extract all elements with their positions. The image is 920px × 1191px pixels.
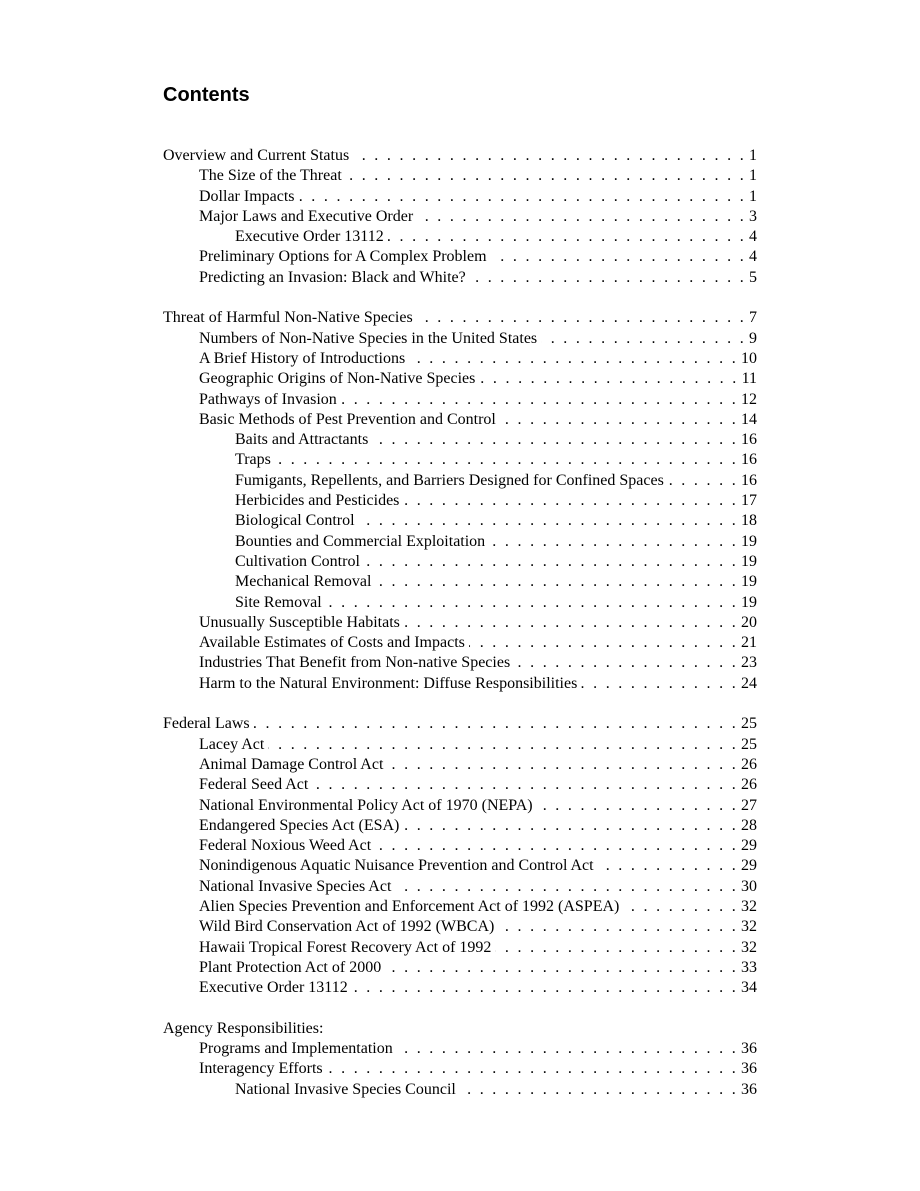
toc-entry[interactable] (163, 349, 757, 369)
toc-entry-title: Preliminary Options for A Complex Problem (199, 248, 487, 266)
dot-leader (417, 308, 746, 328)
toc-entry[interactable] (163, 938, 757, 958)
toc-entry-title: Dollar Impacts (199, 187, 295, 205)
toc-entry-title: Predicting an Invasion: Black and White? (199, 268, 466, 286)
toc-entry[interactable] (163, 532, 757, 552)
dot-leader (353, 146, 746, 166)
toc-entry[interactable] (163, 633, 757, 653)
toc-entry-page-number: 16 (741, 451, 757, 469)
toc-entry[interactable] (163, 735, 757, 755)
toc-entry[interactable] (163, 1080, 757, 1100)
toc-entry[interactable] (163, 958, 757, 978)
toc-entry-title: Programs and Implementation (199, 1040, 393, 1058)
toc-entry[interactable] (163, 247, 757, 267)
dot-leader (275, 450, 738, 470)
toc-entry[interactable] (163, 369, 757, 389)
toc-entry-page-number: 16 (741, 431, 757, 449)
toc-entry-page-number: 4 (749, 248, 757, 266)
toc-entry[interactable] (163, 877, 757, 897)
toc-entry-title: Federal Seed Act (199, 776, 309, 794)
toc-entry[interactable] (163, 775, 757, 795)
toc-entry-page-number: 29 (741, 837, 757, 855)
toc-entry-title: Agency Responsibilities: (163, 1019, 324, 1037)
toc-entry-page-number: 21 (741, 634, 757, 652)
toc-section (163, 714, 757, 998)
toc-entry-page-number: 32 (741, 918, 757, 936)
toc-section (163, 308, 757, 694)
toc-entry[interactable] (163, 1039, 757, 1059)
toc-entry[interactable] (163, 552, 757, 572)
toc-entry[interactable] (163, 491, 757, 511)
dot-leader (623, 897, 738, 917)
toc-entry-page-number: 19 (741, 552, 757, 570)
dot-leader (514, 653, 738, 673)
toc-entry[interactable] (163, 390, 757, 410)
dot-leader (495, 938, 738, 958)
dot-leader (327, 1059, 738, 1079)
toc-entry[interactable] (163, 613, 757, 633)
toc-entry-title: Alien Species Prevention and Enforcement Act of 1992 (ASPEA) (199, 897, 620, 915)
toc-entry-page-number: 1 (749, 147, 757, 164)
toc-entry[interactable] (163, 653, 757, 673)
toc-entry-title: Nonindigenous Aquatic Nuisance Prevention and Control Act (199, 857, 594, 875)
toc-entry[interactable] (163, 146, 757, 166)
toc-entry[interactable] (163, 1059, 757, 1079)
toc-entry[interactable] (163, 674, 757, 694)
toc-entry-title: Threat of Harmful Non-Native Species (163, 309, 413, 327)
dot-leader (479, 369, 738, 389)
dot-leader (375, 836, 738, 856)
toc-entry-title: Geographic Origins of Non-Native Species (199, 370, 476, 388)
toc-entry[interactable] (163, 572, 757, 592)
toc-entry-page-number: 27 (741, 796, 757, 814)
toc-entry-page-number: 23 (741, 654, 757, 672)
toc-entry-page-number: 12 (741, 390, 757, 408)
toc-entry-page-number: 19 (741, 573, 757, 591)
dot-leader (341, 390, 738, 410)
toc-entry-page-number: 11 (741, 370, 757, 388)
toc-entry-page-number: 9 (749, 329, 757, 347)
toc-entry[interactable] (163, 856, 757, 876)
toc-entry-title: Executive Order 13112 (199, 979, 348, 997)
toc-entry[interactable] (163, 308, 757, 328)
dot-leader (403, 816, 738, 836)
toc-entry-title: Available Estimates of Costs and Impacts (199, 634, 465, 652)
dot-leader (537, 796, 738, 816)
dot-leader (364, 552, 738, 572)
toc-entry-title: Harm to the Natural Environment: Diffuse Responsibilities (199, 674, 578, 692)
toc-entry[interactable] (163, 268, 757, 288)
dot-leader (668, 471, 738, 491)
toc-entry-page-number: 19 (741, 532, 757, 550)
dot-leader (385, 958, 738, 978)
toc-entry-title: A Brief History of Introductions (199, 349, 406, 367)
toc-entry-title: Wild Bird Conservation Act of 1992 (WBCA) (199, 918, 495, 936)
dot-leader (470, 268, 746, 288)
dot-leader (403, 491, 738, 511)
toc-entry-page-number: 17 (741, 492, 757, 510)
toc-entry[interactable] (163, 897, 757, 917)
dot-leader (359, 511, 738, 531)
dot-leader (598, 856, 738, 876)
dot-leader (417, 207, 746, 227)
toc-entry-title: Unusually Susceptible Habitats (199, 613, 400, 631)
toc-entry[interactable] (163, 755, 757, 775)
toc-entry-page-number: 16 (741, 471, 757, 489)
toc-entry-title: National Invasive Species Council (235, 1080, 456, 1098)
toc-entry-title: Biological Control (235, 512, 355, 530)
toc-entry-title: Federal Laws (163, 715, 250, 733)
toc-entry-page-number: 7 (749, 309, 757, 327)
toc-entry-title: Site Removal (235, 593, 322, 611)
toc-entry[interactable] (163, 187, 757, 207)
toc-entry-page-number: 5 (749, 268, 757, 286)
dot-leader (498, 917, 738, 937)
toc-entry[interactable] (163, 450, 757, 470)
dot-leader (375, 572, 738, 592)
toc-entry[interactable] (163, 714, 757, 734)
toc-entry-page-number: 29 (741, 857, 757, 875)
toc-entry[interactable] (163, 836, 757, 856)
toc-entry-title: Major Laws and Executive Order (199, 207, 414, 225)
toc-entry-page-number: 26 (741, 755, 757, 773)
dot-leader (397, 1039, 738, 1059)
toc-entry-page-number: 36 (741, 1040, 757, 1058)
toc-entry-page-number: 36 (741, 1080, 757, 1098)
dot-leader (387, 755, 738, 775)
toc-entry-title: Cultivation Control (235, 552, 360, 570)
toc-entry-title: The Size of the Threat (199, 167, 342, 185)
dot-leader (409, 349, 738, 369)
toc-entry[interactable] (163, 796, 757, 816)
toc-entry-title: Lacey Act (199, 735, 265, 753)
toc-entry-page-number: 18 (741, 512, 757, 530)
dot-leader (326, 593, 738, 613)
dot-leader (268, 735, 738, 755)
toc-entry-page-number: 26 (741, 776, 757, 794)
toc-entry-page-number: 33 (741, 958, 757, 976)
toc-entry-page-number: 25 (741, 715, 757, 733)
toc-entry-title: Plant Protection Act of 2000 (199, 958, 382, 976)
toc-entry-title: Animal Damage Control Act (199, 755, 384, 773)
dot-leader (581, 674, 738, 694)
toc-entry-page-number: 4 (749, 228, 757, 246)
toc-entry[interactable] (163, 227, 757, 247)
toc-entry-page-number: 32 (741, 897, 757, 915)
toc-entry[interactable] (163, 816, 757, 836)
toc-entry-title: Traps (235, 451, 271, 469)
toc-section (163, 146, 757, 288)
dot-leader (395, 877, 738, 897)
toc-entry[interactable] (163, 166, 757, 186)
toc-entry[interactable] (163, 1019, 757, 1039)
dot-leader (489, 532, 738, 552)
dot-leader (460, 1080, 738, 1100)
toc-entry-title: Numbers of Non-Native Species in the United States (199, 329, 538, 347)
toc-entry-page-number: 1 (749, 167, 757, 185)
toc-entry-title: Herbicides and Pesticides (235, 492, 400, 510)
toc-entry-page-number: 10 (741, 349, 757, 367)
toc-entry-title: Endangered Species Act (ESA) (199, 816, 400, 834)
toc-entry-title: Fumigants, Repellents, and Barriers Designed for Confined Spaces (235, 471, 664, 489)
toc-entry[interactable] (163, 917, 757, 937)
toc-entry-title: Federal Noxious Weed Act (199, 837, 372, 855)
dot-leader (491, 247, 746, 267)
dot-leader (352, 978, 738, 998)
toc-entry-title: Hawaii Tropical Forest Recovery Act of 1992 (199, 938, 492, 956)
toc-entry[interactable] (163, 207, 757, 227)
dot-leader (372, 430, 738, 450)
toc-entry-page-number: 28 (741, 816, 757, 834)
toc-entry-page-number: 20 (741, 613, 757, 631)
toc-entry-title: Pathways of Invasion (199, 390, 337, 408)
toc-entry[interactable] (163, 593, 757, 613)
dot-leader (312, 775, 738, 795)
toc-section (163, 1019, 757, 1100)
dot-leader (404, 613, 738, 633)
toc-entry-page-number: 34 (741, 979, 757, 997)
dot-leader (500, 410, 738, 430)
toc-entry-title: Executive Order 13112 (235, 228, 384, 246)
toc-entry-title: Mechanical Removal (235, 573, 372, 591)
toc-entry-title: National Invasive Species Act (199, 877, 392, 895)
page-title: Contents (163, 84, 250, 106)
toc-entry-page-number: 14 (741, 410, 757, 428)
dot-leader (346, 166, 746, 186)
toc-entry-title: Bounties and Commercial Exploitation (235, 532, 486, 550)
toc-entry-page-number: 30 (741, 877, 757, 895)
toc-entry-title: Baits and Attractants (235, 431, 369, 449)
toc-entry-title: Interagency Efforts (199, 1060, 323, 1078)
toc-entry-page-number: 24 (741, 674, 757, 692)
toc-entry-page-number: 32 (741, 938, 757, 956)
toc-entry-title: Industries That Benefit from Non-native Species (199, 654, 511, 672)
toc-entry-page-number: 36 (741, 1060, 757, 1078)
toc-entry[interactable] (163, 410, 757, 430)
toc-entry-title: Basic Methods of Pest Prevention and Control (199, 410, 496, 428)
toc-entry-page-number: 25 (741, 735, 757, 753)
dot-leader (469, 633, 738, 653)
toc-entry-title: National Environmental Policy Act of 1970 (NEPA) (199, 796, 533, 814)
toc-entry-title: Overview and Current Status (163, 147, 350, 164)
toc-entry[interactable] (163, 430, 757, 450)
toc-entry[interactable] (163, 329, 757, 349)
toc-entry-page-number: 1 (749, 187, 757, 205)
dot-leader (388, 227, 746, 247)
dot-leader (254, 714, 738, 734)
table-of-contents (163, 146, 757, 1120)
toc-entry[interactable] (163, 978, 757, 998)
dot-leader (299, 187, 746, 207)
toc-entry-page-number: 19 (741, 593, 757, 611)
dot-leader (541, 329, 746, 349)
toc-entry-page-number: 3 (749, 207, 757, 225)
toc-entry[interactable] (163, 511, 757, 531)
toc-entry[interactable] (163, 471, 757, 491)
